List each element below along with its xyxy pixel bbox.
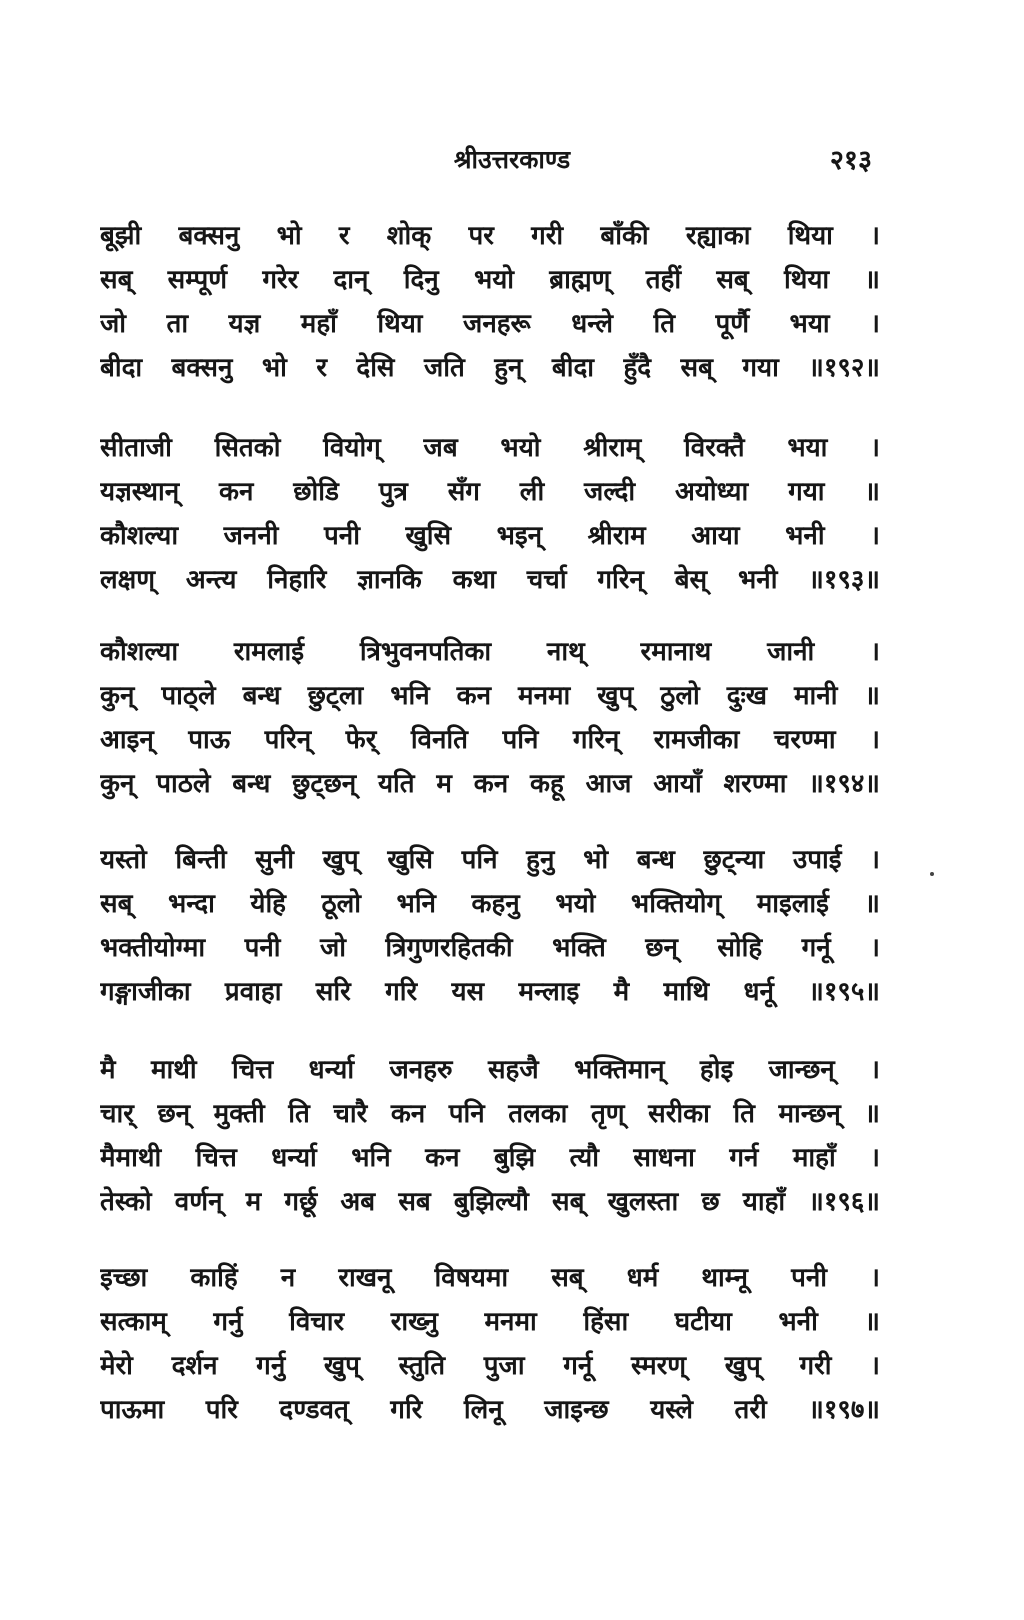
verse-197	[100, 1256, 880, 1432]
verse-196	[100, 1048, 880, 1224]
verse-line: पाऊमा परि दण्डवत् गरि लिनू जाइन्छ यस्ले तरी ॥१९७॥	[100, 1395, 880, 1425]
verse-line: आइन् पाऊ परिन् फेर् विनति पनि गरिन् रामजीका चरण्मा ।	[100, 725, 880, 755]
verse-line: सीताजी सितको वियोग् जब भयो श्रीराम् विरक्तै भया ।	[100, 433, 880, 463]
page-header	[0, 140, 1024, 180]
ink-speck	[930, 872, 934, 876]
verse-line: यस्तो बिन्ती सुनी खुप् खुसि पनि हुनु भो बन्ध छुट्न्या उपाई ।	[100, 845, 880, 875]
verse-line: बूझी बक्सनु भो र शोक् पर गरी बाँकी रह्याका थिया ।	[100, 221, 880, 251]
verse-line: सत्काम् गर्नु विचार राख्नु मनमा हिंसा घटीया भनी ॥	[100, 1307, 880, 1337]
verse-line: इच्छा काहिं न राखनू विषयमा सब् धर्म थाम्नू पनी ।	[100, 1263, 880, 1293]
verse-line: मेरो दर्शन गर्नु खुप् स्तुति पुजा गर्नू स्मरण् खुप् गरी ।	[100, 1351, 880, 1381]
verse-line: गङ्गाजीका प्रवाहा सरि गरि यस मन्लाइ मै माथि धर्नू ॥१९५॥	[100, 977, 880, 1007]
verse-line: कुन् पाठले बन्ध छुट्छन् यति म कन कहू आज आयाँ शरण्मा ॥१९४॥	[100, 769, 880, 799]
verse-line: भक्तीयोग्मा पनी जो त्रिगुणरहितकी भक्ति छन् सोहि गर्नू ।	[100, 933, 880, 963]
running-title: श्रीउत्तरकाण्ड	[453, 145, 571, 174]
verse-line: चार् छन् मुक्ती ति चारै कन पनि तलका तृण् सरीका ति मान्छन् ॥	[100, 1099, 880, 1129]
verse-line: कौशल्या जननी पनी खुसि भइन् श्रीराम आया भनी ।	[100, 521, 880, 551]
verse-line: मैमाथी चित्त धर्न्या भनि कन बुझि त्यौ साधना गर्न माहाँ ।	[100, 1143, 880, 1173]
verse-line: सब् भन्दा येहि ठूलो भनि कहनु भयो भक्तियोग् माइलाई ॥	[100, 889, 880, 919]
verse-line: तेस्को वर्णन् म गर्छू अब सब बुझिल्यौ सब् खुलस्ता छ याहाँ ॥१९६॥	[100, 1187, 880, 1217]
verse-line: यज्ञस्थान् कन छोडि पुत्र सँग ली जल्दी अयोध्या गया ॥	[100, 477, 880, 507]
verse-195	[100, 838, 880, 1014]
verse-line: बीदा बक्सनु भो र देसि जति हुन् बीदा हुँदै सब् गया ॥१९२॥	[100, 353, 880, 383]
verse-line: जो ता यज्ञ महाँ थिया जनहरू धन्ले ति पूर्णै भया ।	[100, 309, 880, 339]
verse-line: कौशल्या रामलाई त्रिभुवनपतिका नाथ् रमानाथ जानी ।	[100, 637, 880, 667]
verse-193	[100, 426, 880, 602]
verse-line: कुन् पाठ्ले बन्ध छुट्ला भनि कन मनमा खुप् ठुलो दुःख मानी ॥	[100, 681, 880, 711]
verse-192	[100, 214, 880, 390]
verse-line: लक्षण् अन्त्य निहारि ज्ञानकि कथा चर्चा गरिन् बेस् भनी ॥१९३॥	[100, 565, 880, 595]
verse-line: सब् सम्पूर्ण गरेर दान् दिनु भयो ब्राह्मण् तहीं सब् थिया ॥	[100, 265, 880, 295]
verse-line: मै माथी चित्त धर्न्या जनहरु सहजै भक्तिमान् होइ जान्छन् ।	[100, 1055, 880, 1085]
verse-194	[100, 630, 880, 806]
page-number: २१३	[829, 145, 872, 176]
